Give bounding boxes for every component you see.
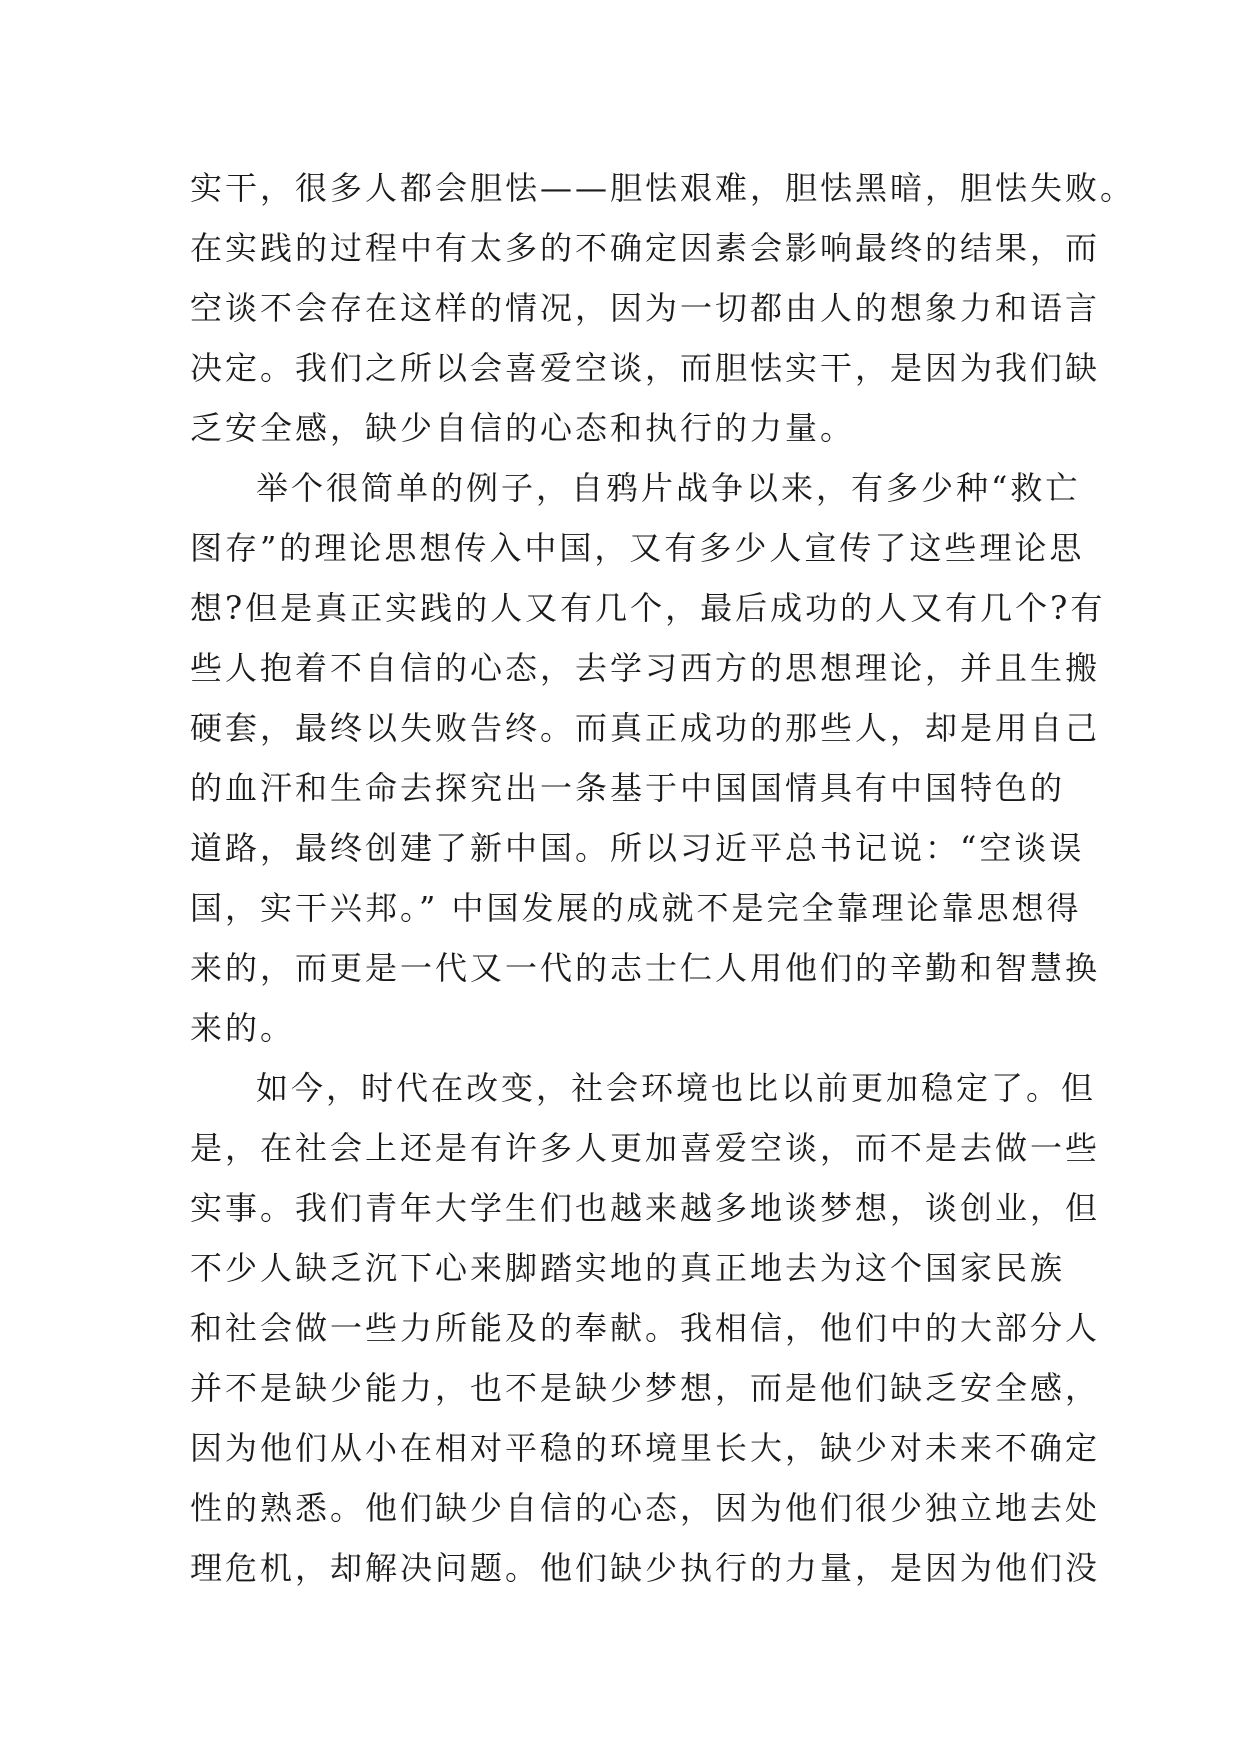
text-line: 和社会做一些力所能及的奉献。我相信，他们中的大部分人 [190,1309,1101,1347]
text-line: 想?但是真正实践的人又有几个，最后成功的人又有几个?有 [190,589,1106,627]
text-line: 些人抱着不自信的心态，去学习西方的思想理论，并且生搬 [190,649,1101,687]
text-line: 乏安全感，缺少自信的心态和执行的力量。 [190,409,856,447]
text-line: 不少人缺乏沉下心来脚踏实地的真正地去为这个国家民族 [190,1249,1066,1287]
text-line: 空谈不会存在这样的情况，因为一切都由人的想象力和语言 [190,289,1101,327]
text-line: 在实践的过程中有太多的不确定因素会影响最终的结果，而 [190,229,1101,267]
text-line: 实干，很多人都会胆怯——胆怯艰难，胆怯黑暗，胆怯失败。 [190,169,1136,207]
text-line: 性的熟悉。他们缺少自信的心态，因为他们很少独立地去处 [190,1489,1101,1527]
text-line: 硬套，最终以失败告终。而真正成功的那些人，却是用自己 [190,709,1101,747]
text-line: 的血汗和生命去探究出一条基于中国国情具有中国特色的 [190,769,1066,807]
text-line: 并不是缺少能力，也不是缺少梦想，而是他们缺乏安全感， [190,1369,1101,1407]
document-body [190,158,1136,1598]
text-line: 道路，最终创建了新中国。所以习近平总书记说：“空谈误 [190,829,1085,867]
text-line: 决定。我们之所以会喜爱空谈，而胆怯实干，是因为我们缺 [190,349,1101,387]
text-line: 因为他们从小在相对平稳的环境里长大，缺少对未来不确定 [190,1429,1101,1467]
text-line-first: 如今，时代在改变，社会环境也比以前更加稳定了。但 [256,1069,1097,1107]
text-line: 是，在社会上还是有许多人更加喜爱空谈，而不是去做一些 [190,1129,1101,1167]
paragraph-2 [190,458,1106,1058]
text-line: 理危机，却解决问题。他们缺少执行的力量，是因为他们没 [190,1549,1101,1587]
text-line: 实事。我们青年大学生们也越来越多地谈梦想，谈创业，但 [190,1189,1101,1227]
text-line: 来的，而更是一代又一代的志士仁人用他们的辛勤和智慧换 [190,949,1101,987]
paragraph-1 [190,158,1136,458]
text-line: 来的。 [190,1009,296,1047]
text-line: 图存”的理论思想传入中国，又有多少人宣传了这些理论思 [190,529,1085,567]
text-line-first: 举个很简单的例子，自鸦片战争以来，有多少种“救亡 [256,469,1081,507]
paragraph-3 [190,1058,1101,1598]
text-line: 国，实干兴邦。” 中国发展的成就不是完全靠理论靠思想得 [190,889,1082,927]
